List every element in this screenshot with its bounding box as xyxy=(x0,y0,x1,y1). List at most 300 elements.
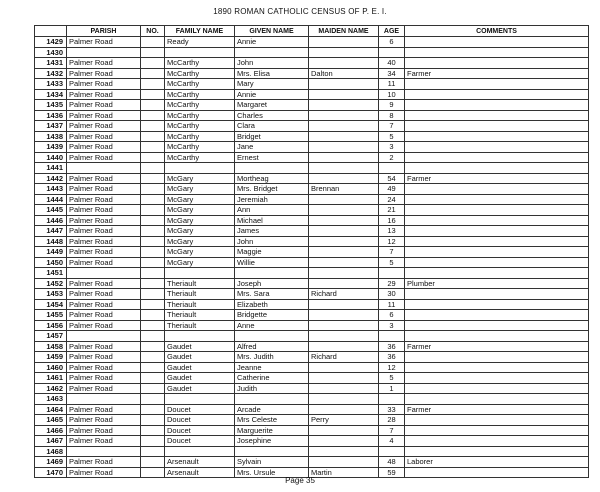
age-cell: 2 xyxy=(379,152,405,163)
table-row xyxy=(35,394,589,405)
given-name-cell: James xyxy=(235,226,309,237)
maiden-name-cell xyxy=(309,257,379,268)
parish-cell: Palmer Road xyxy=(67,236,141,247)
age-cell: 7 xyxy=(379,247,405,258)
comments-cell: Farmer xyxy=(405,173,589,184)
row-number-cell: 1458 xyxy=(35,341,67,352)
given-name-cell: Clara xyxy=(235,121,309,132)
comments-cell xyxy=(405,299,589,310)
comments-cell xyxy=(405,163,589,174)
family-name-cell: Gaudet xyxy=(165,383,235,394)
column-header-age: AGE xyxy=(379,26,405,37)
census-table xyxy=(34,25,589,478)
no-cell xyxy=(141,89,165,100)
comments-cell xyxy=(405,215,589,226)
comments-cell xyxy=(405,89,589,100)
given-name-cell: Willie xyxy=(235,257,309,268)
parish-cell: Palmer Road xyxy=(67,173,141,184)
given-name-cell xyxy=(235,163,309,174)
given-name-cell: Jeremiah xyxy=(235,194,309,205)
given-name-cell: Marguerite xyxy=(235,425,309,436)
row-number-cell: 1431 xyxy=(35,58,67,69)
table-row xyxy=(35,278,589,289)
given-name-cell: Mrs Celeste xyxy=(235,415,309,426)
comments-cell xyxy=(405,194,589,205)
maiden-name-cell xyxy=(309,47,379,58)
age-cell: 7 xyxy=(379,425,405,436)
maiden-name-cell xyxy=(309,89,379,100)
family-name-cell xyxy=(165,331,235,342)
given-name-cell: Judith xyxy=(235,383,309,394)
maiden-name-cell xyxy=(309,215,379,226)
table-row xyxy=(35,79,589,90)
parish-cell: Palmer Road xyxy=(67,58,141,69)
comments-cell xyxy=(405,362,589,373)
maiden-name-cell xyxy=(309,58,379,69)
row-number-cell: 1466 xyxy=(35,425,67,436)
table-row xyxy=(35,373,589,384)
given-name-cell: Joseph xyxy=(235,278,309,289)
parish-cell xyxy=(67,394,141,405)
row-number-cell: 1457 xyxy=(35,331,67,342)
column-header-given-name: GIVEN NAME xyxy=(235,26,309,37)
page-title: 1890 ROMAN CATHOLIC CENSUS OF P. E. I. xyxy=(213,7,387,16)
family-name-cell: Doucet xyxy=(165,436,235,447)
family-name-cell: McCarthy xyxy=(165,142,235,153)
maiden-name-cell xyxy=(309,394,379,405)
row-number-cell: 1455 xyxy=(35,310,67,321)
table-row xyxy=(35,446,589,457)
family-name-cell: Theriault xyxy=(165,310,235,321)
given-name-cell: Annie xyxy=(235,37,309,48)
family-name-cell: McGary xyxy=(165,184,235,195)
family-name-cell: McGary xyxy=(165,226,235,237)
family-name-cell: McGary xyxy=(165,247,235,258)
comments-cell xyxy=(405,320,589,331)
given-name-cell: Mrs. Elisa xyxy=(235,68,309,79)
row-number-cell: 1451 xyxy=(35,268,67,279)
row-number-cell: 1453 xyxy=(35,289,67,300)
comments-cell: Farmer xyxy=(405,68,589,79)
parish-cell: Palmer Road xyxy=(67,310,141,321)
parish-cell: Palmer Road xyxy=(67,110,141,121)
no-cell xyxy=(141,226,165,237)
parish-cell: Palmer Road xyxy=(67,457,141,468)
comments-cell xyxy=(405,184,589,195)
parish-cell: Palmer Road xyxy=(67,362,141,373)
family-name-cell: McGary xyxy=(165,173,235,184)
row-number-cell: 1445 xyxy=(35,205,67,216)
maiden-name-cell xyxy=(309,383,379,394)
no-cell xyxy=(141,236,165,247)
maiden-name-cell xyxy=(309,457,379,468)
row-number-cell: 1443 xyxy=(35,184,67,195)
no-cell xyxy=(141,394,165,405)
table-row xyxy=(35,362,589,373)
maiden-name-cell xyxy=(309,194,379,205)
age-cell: 12 xyxy=(379,362,405,373)
row-number-cell: 1463 xyxy=(35,394,67,405)
parish-cell: Palmer Road xyxy=(67,37,141,48)
given-name-cell: Michael xyxy=(235,215,309,226)
given-name-cell: Josephine xyxy=(235,436,309,447)
no-cell xyxy=(141,352,165,363)
comments-cell: Farmer xyxy=(405,341,589,352)
maiden-name-cell xyxy=(309,310,379,321)
maiden-name-cell xyxy=(309,299,379,310)
comments-cell xyxy=(405,47,589,58)
parish-cell: Palmer Road xyxy=(67,425,141,436)
age-cell: 36 xyxy=(379,341,405,352)
table-row xyxy=(35,37,589,48)
row-number-cell: 1452 xyxy=(35,278,67,289)
no-cell xyxy=(141,373,165,384)
age-cell: 54 xyxy=(379,173,405,184)
family-name-cell xyxy=(165,446,235,457)
given-name-cell: Bridget xyxy=(235,131,309,142)
no-cell xyxy=(141,289,165,300)
maiden-name-cell xyxy=(309,100,379,111)
given-name-cell: Charles xyxy=(235,110,309,121)
parish-cell: Palmer Road xyxy=(67,383,141,394)
no-cell xyxy=(141,37,165,48)
age-cell: 24 xyxy=(379,194,405,205)
age-cell: 34 xyxy=(379,68,405,79)
family-name-cell: Theriault xyxy=(165,299,235,310)
page-number: Page 35 xyxy=(285,476,315,485)
maiden-name-cell xyxy=(309,121,379,132)
parish-cell: Palmer Road xyxy=(67,205,141,216)
table-row xyxy=(35,247,589,258)
family-name-cell: Arsenault xyxy=(165,457,235,468)
row-number-cell: 1429 xyxy=(35,37,67,48)
maiden-name-cell: Brennan xyxy=(309,184,379,195)
age-cell: 9 xyxy=(379,100,405,111)
maiden-name-cell: Martin xyxy=(309,467,379,478)
row-number-cell: 1454 xyxy=(35,299,67,310)
family-name-cell: McCarthy xyxy=(165,58,235,69)
no-cell xyxy=(141,310,165,321)
family-name-cell: McCarthy xyxy=(165,100,235,111)
no-cell xyxy=(141,299,165,310)
parish-cell: Palmer Road xyxy=(67,100,141,111)
maiden-name-cell xyxy=(309,268,379,279)
family-name-cell: McGary xyxy=(165,257,235,268)
comments-cell xyxy=(405,79,589,90)
parish-cell: Palmer Road xyxy=(67,247,141,258)
parish-cell: Palmer Road xyxy=(67,278,141,289)
row-number-cell: 1470 xyxy=(35,467,67,478)
comments-cell xyxy=(405,436,589,447)
comments-cell: Laborer xyxy=(405,457,589,468)
table-row xyxy=(35,331,589,342)
no-cell xyxy=(141,320,165,331)
age-cell xyxy=(379,47,405,58)
no-cell xyxy=(141,194,165,205)
comments-cell: Farmer xyxy=(405,404,589,415)
maiden-name-cell xyxy=(309,247,379,258)
maiden-name-cell xyxy=(309,331,379,342)
row-number-cell: 1462 xyxy=(35,383,67,394)
row-number-cell: 1449 xyxy=(35,247,67,258)
family-name-cell: McCarthy xyxy=(165,68,235,79)
table-row xyxy=(35,457,589,468)
no-cell xyxy=(141,446,165,457)
comments-cell xyxy=(405,257,589,268)
parish-cell: Palmer Road xyxy=(67,320,141,331)
comments-cell xyxy=(405,131,589,142)
maiden-name-cell xyxy=(309,131,379,142)
maiden-name-cell xyxy=(309,404,379,415)
family-name-cell xyxy=(165,268,235,279)
no-cell xyxy=(141,142,165,153)
comments-cell: Plumber xyxy=(405,278,589,289)
parish-cell: Palmer Road xyxy=(67,299,141,310)
age-cell: 3 xyxy=(379,142,405,153)
parish-cell xyxy=(67,446,141,457)
comments-cell xyxy=(405,310,589,321)
age-cell: 5 xyxy=(379,257,405,268)
row-number-cell: 1464 xyxy=(35,404,67,415)
family-name-cell: McCarthy xyxy=(165,152,235,163)
maiden-name-cell xyxy=(309,436,379,447)
maiden-name-cell xyxy=(309,142,379,153)
given-name-cell: Mrs. Ursule xyxy=(235,467,309,478)
maiden-name-cell xyxy=(309,341,379,352)
comments-cell xyxy=(405,383,589,394)
comments-cell xyxy=(405,331,589,342)
no-cell xyxy=(141,58,165,69)
age-cell: 36 xyxy=(379,352,405,363)
maiden-name-cell xyxy=(309,373,379,384)
age-cell: 3 xyxy=(379,320,405,331)
table-row xyxy=(35,163,589,174)
column-header-row-number xyxy=(35,26,67,37)
comments-cell xyxy=(405,110,589,121)
row-number-cell: 1434 xyxy=(35,89,67,100)
no-cell xyxy=(141,121,165,132)
comments-cell xyxy=(405,121,589,132)
table-row xyxy=(35,184,589,195)
no-cell xyxy=(141,163,165,174)
table-row xyxy=(35,404,589,415)
comments-cell xyxy=(405,37,589,48)
table-row xyxy=(35,415,589,426)
given-name-cell xyxy=(235,331,309,342)
family-name-cell: McCarthy xyxy=(165,79,235,90)
maiden-name-cell: Richard xyxy=(309,352,379,363)
no-cell xyxy=(141,79,165,90)
given-name-cell: Mary xyxy=(235,79,309,90)
row-number-cell: 1446 xyxy=(35,215,67,226)
row-number-cell: 1437 xyxy=(35,121,67,132)
family-name-cell: Doucet xyxy=(165,415,235,426)
family-name-cell: Doucet xyxy=(165,425,235,436)
given-name-cell xyxy=(235,446,309,457)
comments-cell xyxy=(405,236,589,247)
given-name-cell xyxy=(235,268,309,279)
age-cell: 13 xyxy=(379,226,405,237)
table-row xyxy=(35,89,589,100)
table-row xyxy=(35,58,589,69)
row-number-cell: 1430 xyxy=(35,47,67,58)
age-cell xyxy=(379,446,405,457)
family-name-cell xyxy=(165,163,235,174)
given-name-cell: Jeanne xyxy=(235,362,309,373)
comments-cell xyxy=(405,268,589,279)
age-cell: 48 xyxy=(379,457,405,468)
given-name-cell: Maggie xyxy=(235,247,309,258)
age-cell: 30 xyxy=(379,289,405,300)
given-name-cell: Elizabeth xyxy=(235,299,309,310)
parish-cell xyxy=(67,331,141,342)
table-row xyxy=(35,215,589,226)
parish-cell: Palmer Road xyxy=(67,257,141,268)
given-name-cell: John xyxy=(235,236,309,247)
row-number-cell: 1442 xyxy=(35,173,67,184)
given-name-cell: Ernest xyxy=(235,152,309,163)
given-name-cell: Mortheag xyxy=(235,173,309,184)
given-name-cell: John xyxy=(235,58,309,69)
family-name-cell: Theriault xyxy=(165,320,235,331)
parish-cell: Palmer Road xyxy=(67,467,141,478)
no-cell xyxy=(141,331,165,342)
header-row xyxy=(35,26,589,37)
age-cell xyxy=(379,163,405,174)
age-cell: 7 xyxy=(379,121,405,132)
no-cell xyxy=(141,278,165,289)
column-header-comments: COMMENTS xyxy=(405,26,589,37)
given-name-cell: Sylvain xyxy=(235,457,309,468)
age-cell: 33 xyxy=(379,404,405,415)
age-cell: 29 xyxy=(379,278,405,289)
row-number-cell: 1432 xyxy=(35,68,67,79)
age-cell: 40 xyxy=(379,58,405,69)
row-number-cell: 1460 xyxy=(35,362,67,373)
row-number-cell: 1459 xyxy=(35,352,67,363)
row-number-cell: 1438 xyxy=(35,131,67,142)
no-cell xyxy=(141,215,165,226)
no-cell xyxy=(141,415,165,426)
table-row xyxy=(35,100,589,111)
comments-cell xyxy=(405,373,589,384)
parish-cell: Palmer Road xyxy=(67,226,141,237)
row-number-cell: 1436 xyxy=(35,110,67,121)
given-name-cell xyxy=(235,47,309,58)
family-name-cell xyxy=(165,394,235,405)
family-name-cell: Gaudet xyxy=(165,352,235,363)
age-cell: 6 xyxy=(379,310,405,321)
age-cell: 5 xyxy=(379,131,405,142)
parish-cell: Palmer Road xyxy=(67,142,141,153)
row-number-cell: 1433 xyxy=(35,79,67,90)
age-cell: 21 xyxy=(379,205,405,216)
age-cell: 6 xyxy=(379,37,405,48)
row-number-cell: 1447 xyxy=(35,226,67,237)
row-number-cell: 1435 xyxy=(35,100,67,111)
maiden-name-cell xyxy=(309,205,379,216)
given-name-cell: Mrs. Judith xyxy=(235,352,309,363)
no-cell xyxy=(141,173,165,184)
age-cell: 11 xyxy=(379,299,405,310)
table-row xyxy=(35,299,589,310)
family-name-cell: Gaudet xyxy=(165,341,235,352)
table-row xyxy=(35,436,589,447)
maiden-name-cell xyxy=(309,236,379,247)
given-name-cell: Anne xyxy=(235,320,309,331)
maiden-name-cell xyxy=(309,362,379,373)
table-row xyxy=(35,68,589,79)
no-cell xyxy=(141,47,165,58)
age-cell: 16 xyxy=(379,215,405,226)
maiden-name-cell: Perry xyxy=(309,415,379,426)
table-row xyxy=(35,268,589,279)
age-cell: 59 xyxy=(379,467,405,478)
table-row xyxy=(35,47,589,58)
table-row xyxy=(35,131,589,142)
row-number-cell: 1439 xyxy=(35,142,67,153)
maiden-name-cell xyxy=(309,173,379,184)
maiden-name-cell xyxy=(309,152,379,163)
parish-cell: Palmer Road xyxy=(67,131,141,142)
given-name-cell: Ann xyxy=(235,205,309,216)
no-cell xyxy=(141,110,165,121)
comments-cell xyxy=(405,205,589,216)
table-row xyxy=(35,121,589,132)
row-number-cell: 1467 xyxy=(35,436,67,447)
comments-cell xyxy=(405,58,589,69)
age-cell: 10 xyxy=(379,89,405,100)
table-row xyxy=(35,289,589,300)
given-name-cell: Jane xyxy=(235,142,309,153)
family-name-cell: McGary xyxy=(165,205,235,216)
family-name-cell: McCarthy xyxy=(165,121,235,132)
maiden-name-cell xyxy=(309,320,379,331)
no-cell xyxy=(141,425,165,436)
family-name-cell: McGary xyxy=(165,236,235,247)
maiden-name-cell xyxy=(309,226,379,237)
maiden-name-cell: Dalton xyxy=(309,68,379,79)
table-row xyxy=(35,383,589,394)
parish-cell: Palmer Road xyxy=(67,415,141,426)
age-cell: 1 xyxy=(379,383,405,394)
parish-cell: Palmer Road xyxy=(67,89,141,100)
row-number-cell: 1440 xyxy=(35,152,67,163)
given-name-cell: Alfred xyxy=(235,341,309,352)
row-number-cell: 1441 xyxy=(35,163,67,174)
parish-cell: Palmer Road xyxy=(67,215,141,226)
table-row xyxy=(35,425,589,436)
column-header-parish: PARISH xyxy=(67,26,141,37)
no-cell xyxy=(141,100,165,111)
no-cell xyxy=(141,257,165,268)
row-number-cell: 1468 xyxy=(35,446,67,457)
row-number-cell: 1461 xyxy=(35,373,67,384)
family-name-cell: McGary xyxy=(165,194,235,205)
age-cell: 5 xyxy=(379,373,405,384)
no-cell xyxy=(141,152,165,163)
no-cell xyxy=(141,205,165,216)
table-row xyxy=(35,236,589,247)
maiden-name-cell xyxy=(309,278,379,289)
given-name-cell: Catherine xyxy=(235,373,309,384)
parish-cell: Palmer Road xyxy=(67,436,141,447)
comments-cell xyxy=(405,352,589,363)
parish-cell: Palmer Road xyxy=(67,373,141,384)
family-name-cell: Theriault xyxy=(165,278,235,289)
family-name-cell: McGary xyxy=(165,215,235,226)
parish-cell: Palmer Road xyxy=(67,289,141,300)
